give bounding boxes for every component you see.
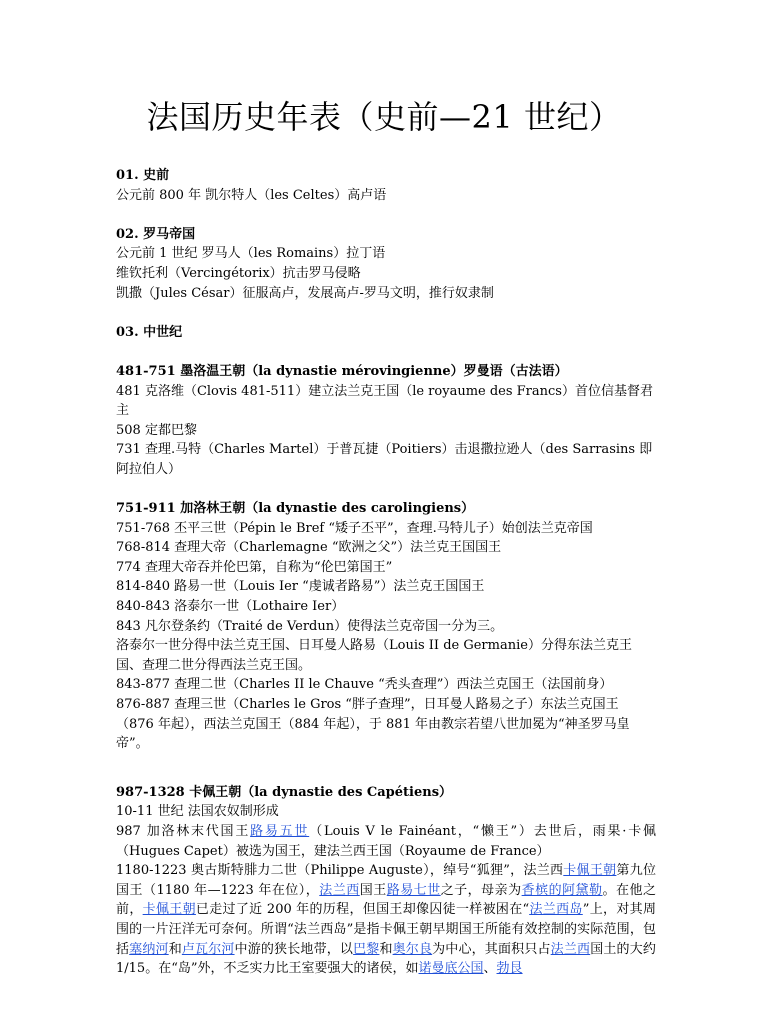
text-run: 中游的狭长地带，以	[234, 941, 354, 957]
text-line: 公元前 1 世纪 罗马人（les Romains）拉丁语	[116, 246, 386, 262]
link-loire[interactable]: 卢瓦尔河	[181, 941, 235, 957]
link-adele-of-champagne[interactable]: 香槟的阿黛勒	[521, 882, 603, 898]
text-run: 987 加洛林末代国王	[116, 824, 251, 839]
text-line: 481 克洛维（Clovis 481-511）建立法兰克王国（le royaume des Francs）首位信基督君主	[116, 383, 653, 419]
text-line: 843 凡尔登条约（Traité de Verdun）使得法兰克帝国一分为三。	[116, 618, 504, 634]
paragraph-1180	[116, 861, 656, 979]
text-run: （Louis V le Fainéant，“懒王”）去世后，雨果·卡佩（Hugues Capet）被选为国王，建法兰西王国（Royaume de France）	[116, 824, 656, 859]
text-run: ”上，对其周围的一片汪洋无可奈何。所谓“法兰西岛”是指卡佩王朝早期国王所能有效控制的实际范围，包括	[116, 902, 656, 957]
text-line: 843-877 查理二世（Charles II le Chauve “秃头查理”）西法兰克国王（法国前身）	[116, 677, 613, 693]
link-louis-vii[interactable]: 路易七世	[386, 882, 441, 898]
text-line: 公元前 800 年 凯尔特人（les Celtes）高卢语	[116, 187, 387, 203]
link-france[interactable]: 法兰西	[550, 941, 591, 957]
section-heading-prehistory: 01. 史前	[116, 168, 170, 183]
text-line: 876-887 查理三世（Charles le Gros “胖子查理”，日耳曼人路易之子）东法兰克国王（876 年起），西法兰克国王（884 年起），于 881 年由教宗若望八世加冕为“神圣罗马皇帝”。	[116, 697, 630, 752]
link-paris[interactable]: 巴黎	[353, 941, 380, 957]
dynasty-heading-carolingian: 751-911 加洛林王朝（la dynastie des carolingiens）	[116, 501, 475, 517]
link-normandy[interactable]: 诺曼底公国	[418, 961, 484, 977]
text-line: 508 定都巴黎	[116, 422, 197, 438]
text-run: 1180-1223 奥古斯特腓力二世（Philippe Auguste），绰号“狐狸”，法兰西	[116, 863, 564, 879]
text-run: 为中心，其面积只占	[432, 941, 551, 957]
text-line: 10-11 世纪 法国农奴制形成	[116, 804, 279, 820]
text-line: 840-843 洛泰尔一世（Lothaire Ier）	[116, 599, 345, 615]
section-heading-middle-ages: 03. 中世纪	[116, 324, 183, 340]
link-ile-de-france[interactable]: 法兰西岛	[529, 902, 583, 918]
text-line: 凯撒（Jules César）征服高卢，发展高卢-罗马文明，推行奴隶制	[116, 285, 494, 301]
text-line: 维钦托利（Vercingétorix）抗击罗马侵略	[116, 265, 361, 281]
text-run: 、	[483, 961, 497, 977]
text-run: 和	[379, 941, 393, 957]
dynasty-heading-capetian: 987-1328 卡佩王朝（la dynastie des Capétiens）	[116, 784, 453, 800]
text-line: 洛泰尔一世分得中法兰克王国、日耳曼人路易（Louis II de Germanie）分得东法兰克王国、查理二世分得西法兰克王国。	[116, 638, 632, 673]
section-heading-roman-empire: 02. 罗马帝国	[116, 226, 196, 242]
text-line: 814-840 路易一世（Louis Ier “虔诚者路易”）法兰克王国国王	[116, 579, 485, 595]
text-line: 731 查理.马特（Charles Martel）于普瓦捷（Poitiers）击退撒拉逊人（des Sarrasins 即阿拉伯人）	[116, 442, 653, 477]
page-title: 法国历史年表（史前—21 世纪）	[146, 98, 622, 136]
text-run: 国土的大约 1/15。在“岛”外，不乏实力比王室要强大的诸侯，如	[116, 941, 656, 977]
link-capetian-dynasty[interactable]: 卡佩王朝	[142, 902, 196, 918]
link-france[interactable]: 法兰西	[319, 882, 360, 898]
text-line: 768-814 查理大帝（Charlemagne “欧洲之父”）法兰克王国国王	[116, 540, 502, 556]
link-capetian-dynasty[interactable]: 卡佩王朝	[563, 863, 617, 879]
text-run: 第九位国王（1180 年—1223 年在位），	[116, 863, 656, 898]
text-run: 国王	[359, 882, 387, 898]
link-louis-v[interactable]: 路易五世	[250, 824, 310, 839]
text-run: 已走过了近 200 年的历程，但国王却像囚徒一样被困在“	[195, 902, 530, 918]
text-line: 751-768 丕平三世（Pépin le Bref “矮子丕平”，查理.马特儿子）始创法兰克帝国	[116, 520, 593, 536]
link-orleans[interactable]: 奥尔良	[392, 941, 433, 957]
text-run: 和	[168, 941, 182, 957]
dynasty-heading-merovingian: 481-751 墨洛温王朝（la dynastie mérovingienne）罗曼语（古法语）	[116, 363, 568, 379]
link-seine[interactable]: 塞纳河	[129, 941, 169, 957]
text-run: 之子，母亲为	[440, 882, 522, 898]
text-run: 。在他之前，	[116, 882, 656, 918]
paragraph-987	[116, 822, 656, 861]
document-body	[116, 166, 656, 979]
link-burgundy[interactable]: 勃艮	[496, 961, 523, 977]
text-line: 774 查理大帝吞并伦巴第，自称为“伦巴第国王”	[116, 559, 393, 575]
